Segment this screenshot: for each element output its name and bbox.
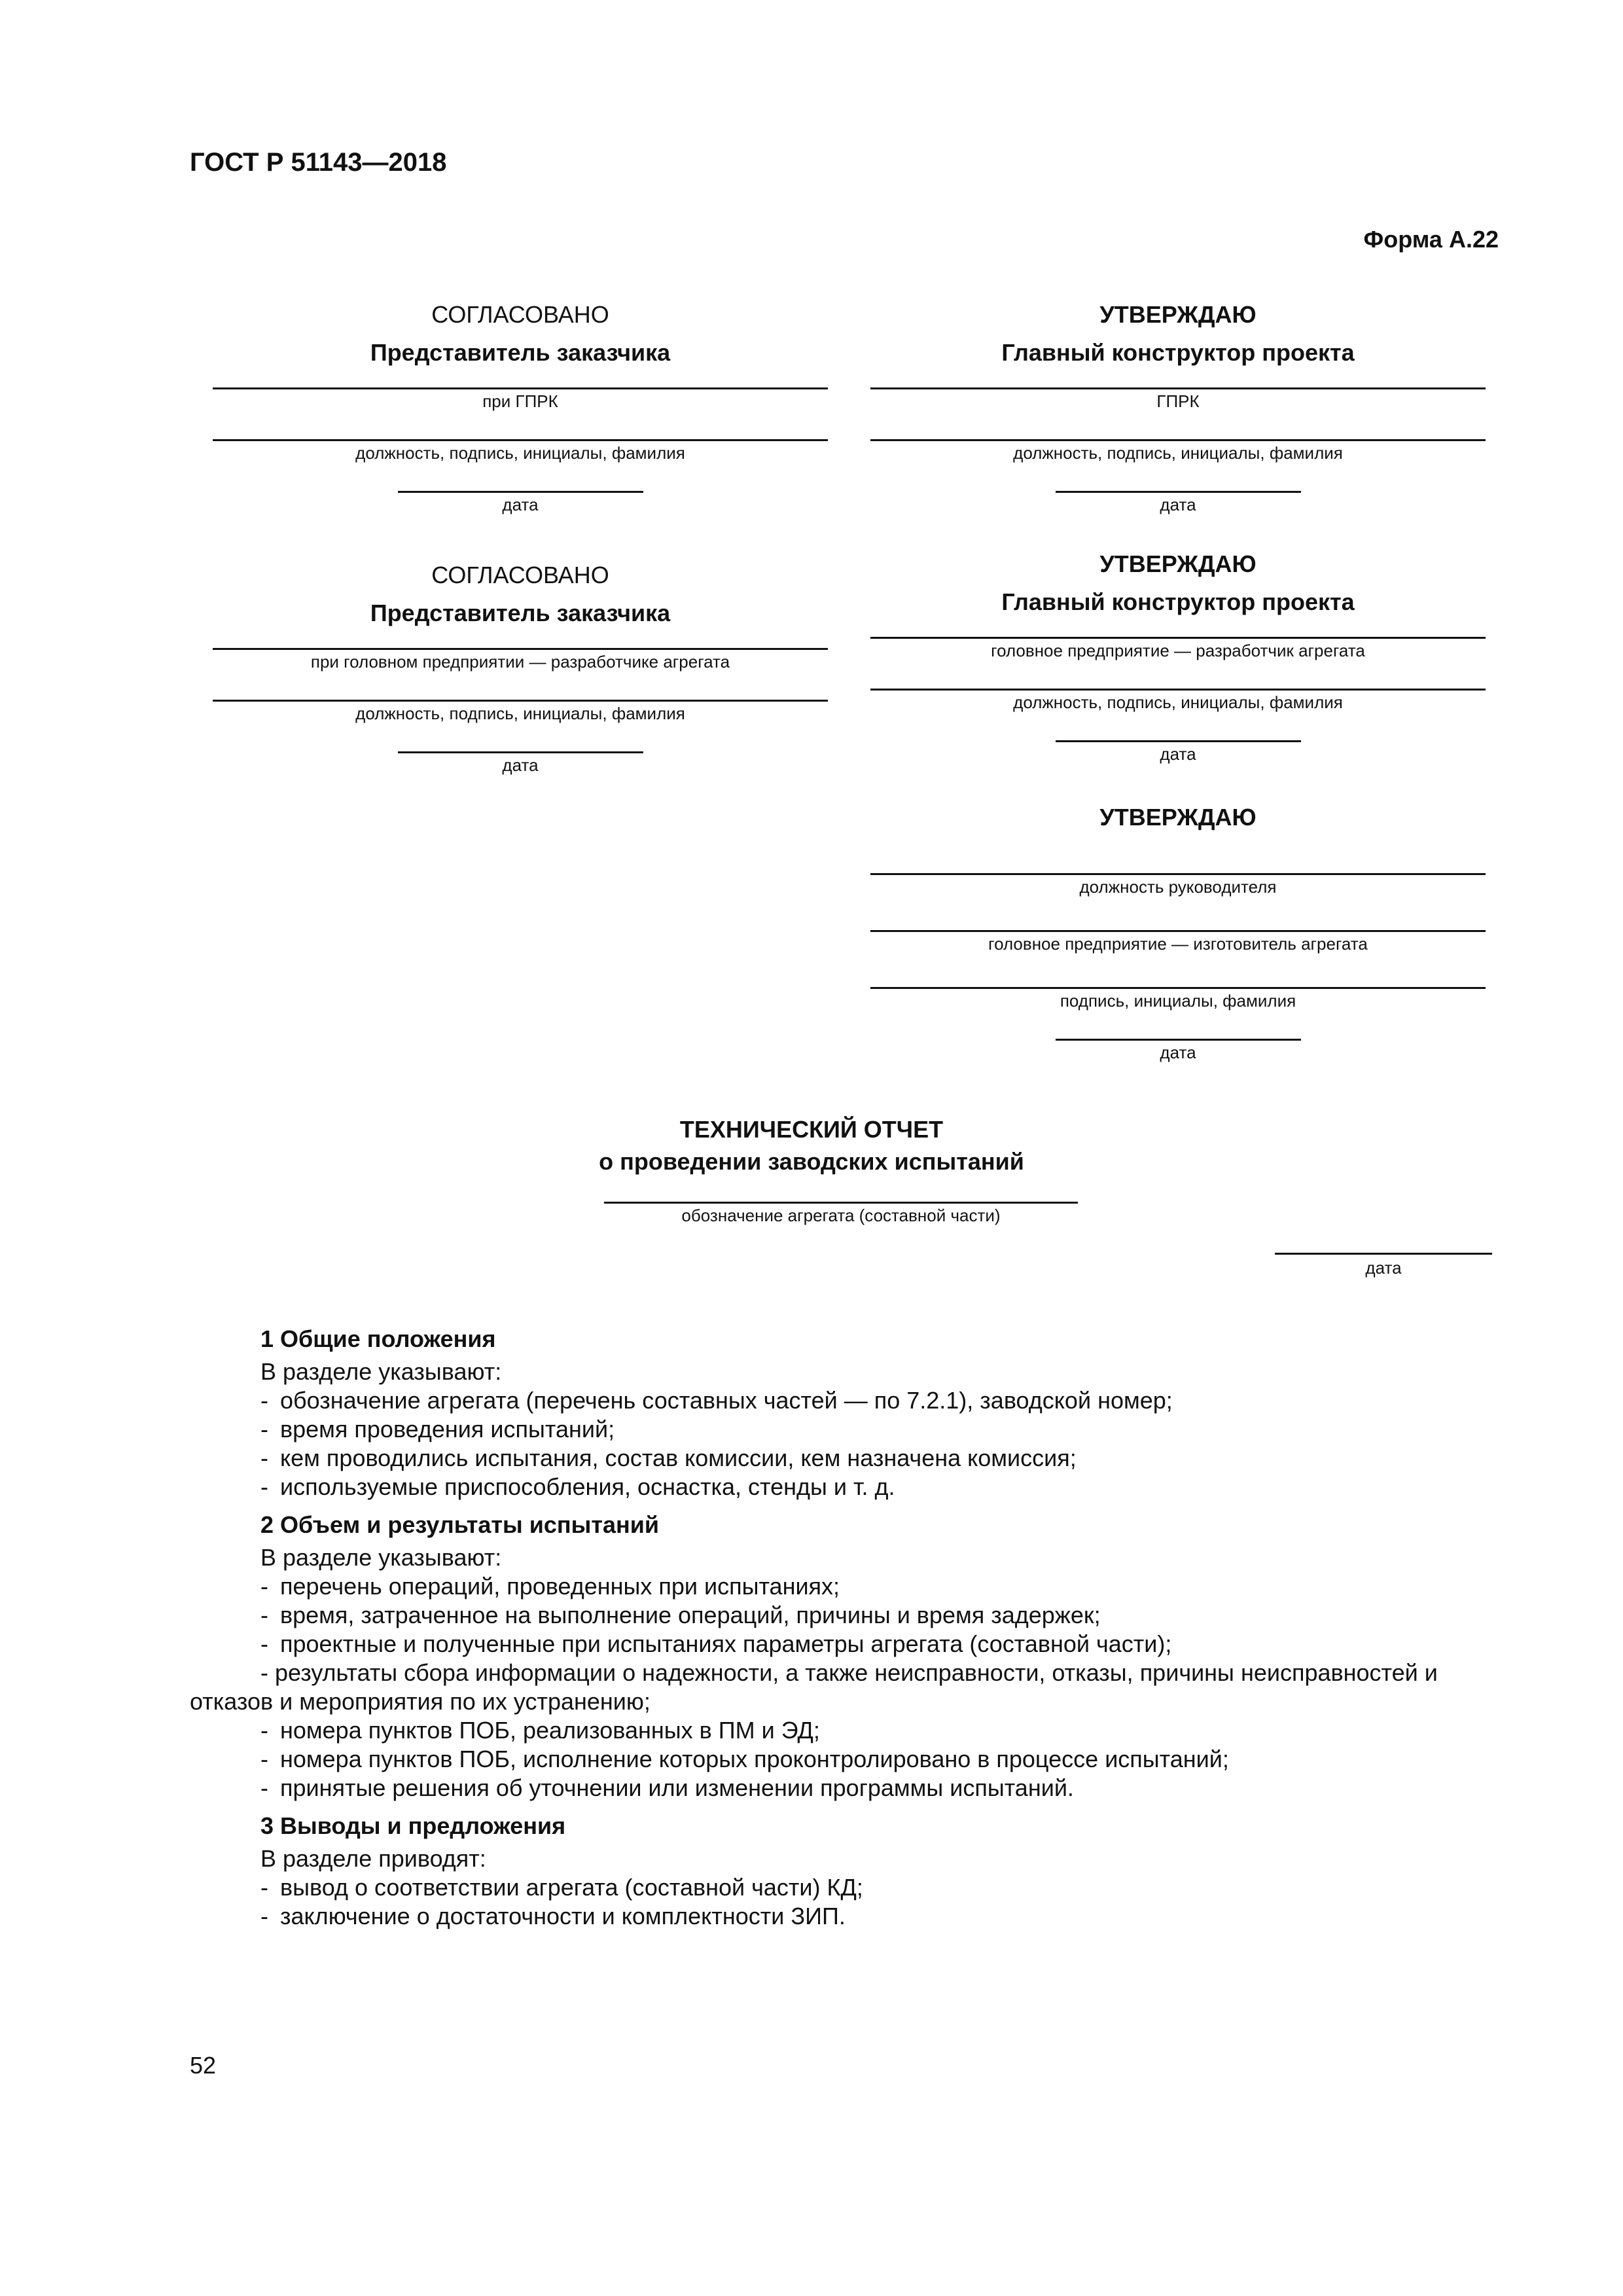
approval-title: СОГЛАСОВАНО xyxy=(431,562,609,588)
approval-block-left-2 xyxy=(213,556,828,777)
approval-block-right-3 xyxy=(870,798,1486,1064)
section-3 xyxy=(190,1812,1492,1931)
section-1 xyxy=(190,1325,1492,1501)
line-caption: головное предприятие — изготовитель агрегата xyxy=(988,934,1368,954)
report-title: ТЕХНИЧЕСКИЙ ОТЧЕТ xyxy=(679,1116,944,1143)
list-item: - заключение о достаточности и комплектности ЗИП. xyxy=(260,1903,846,1929)
approval-title: УТВЕРЖДАЮ xyxy=(1099,301,1257,328)
list-item: - перечень операций, проведенных при испытаниях; xyxy=(260,1573,840,1600)
line-caption: при ГПРК xyxy=(482,391,558,411)
list-item: - вывод о соответствии агрегата (составной части) КД; xyxy=(260,1874,863,1901)
list-item: - время, затраченное на выполнение операций, причины и время задержек; xyxy=(260,1602,1101,1628)
approval-role: Представитель заказчика xyxy=(370,600,671,626)
list-item: - принятые решения об уточнении или изменении программы испытаний. xyxy=(260,1774,1074,1801)
list-item: - кем проводились испытания, состав комиссии, кем назначена комиссия; xyxy=(260,1444,1077,1471)
form-number: Форма А.22 xyxy=(1363,226,1499,253)
section-intro: В разделе приводят: xyxy=(260,1845,486,1872)
section-intro: В разделе указывают: xyxy=(260,1358,502,1385)
section-heading: 2 Объем и результаты испытаний xyxy=(260,1511,660,1538)
list-item: - проектные и полученные при испытаниях параметры агрегата (составной части); xyxy=(260,1630,1172,1657)
list-item-continuation: отказов и мероприятия по их устранению; xyxy=(190,1688,651,1715)
designation-field xyxy=(604,1202,1078,1227)
page-number: 52 xyxy=(190,2052,217,2079)
list-item: - номера пунктов ПОБ, реализованных в ПМ и ЭД; xyxy=(260,1717,820,1744)
line-caption: должность руководителя xyxy=(1079,877,1277,897)
standard-number: ГОСТ Р 51143—2018 xyxy=(190,148,447,177)
approval-title: УТВЕРЖДАЮ xyxy=(1099,804,1257,831)
date-caption: дата xyxy=(1160,495,1196,514)
list-item: - используемые приспособления, оснастка, стенды и т. д. xyxy=(260,1473,895,1500)
line-caption: должность, подпись, инициалы, фамилия xyxy=(355,704,685,723)
date-caption: дата xyxy=(502,495,539,514)
date-caption: дата xyxy=(1365,1258,1402,1278)
approval-block-right-2 xyxy=(870,545,1486,766)
line-caption: должность, подпись, инициалы, фамилия xyxy=(1013,443,1343,463)
list-item: - время проведения испытаний; xyxy=(260,1416,615,1443)
list-item: - результаты сбора информации о надежности, а также неисправности, отказы, причины неисправностей и xyxy=(260,1659,1438,1686)
line-caption: ГПРК xyxy=(1156,391,1200,411)
date-caption: дата xyxy=(1160,744,1196,764)
date-line xyxy=(1275,1253,1492,1255)
approval-role: Главный конструктор проекта xyxy=(1001,588,1355,615)
line-caption: должность, подпись, инициалы, фамилия xyxy=(1013,692,1343,712)
approval-role: Главный конструктор проекта xyxy=(1001,339,1355,366)
designation-caption: обозначение агрегата (составной части) xyxy=(681,1206,1001,1225)
list-item: - номера пунктов ПОБ, исполнение которых проконтролировано в процессе испытаний; xyxy=(260,1746,1229,1772)
report-sections xyxy=(190,1325,1492,1931)
line-caption: головное предприятие — разработчик агрегата xyxy=(991,641,1365,660)
date-caption: дата xyxy=(1160,1043,1196,1062)
section-intro: В разделе указывают: xyxy=(260,1544,502,1571)
approval-block-left-1 xyxy=(213,296,828,516)
approval-block-right-1 xyxy=(870,296,1486,516)
approval-title: СОГЛАСОВАНО xyxy=(431,301,609,328)
list-item: - обозначение агрегата (перечень составных частей — по 7.2.1), заводской номер; xyxy=(260,1387,1173,1414)
date-caption: дата xyxy=(502,755,539,775)
report-date-field xyxy=(1275,1253,1492,1280)
report-subtitle: о проведении заводских испытаний xyxy=(599,1148,1024,1175)
section-heading: 3 Выводы и предложения xyxy=(260,1812,566,1839)
line-caption: при головном предприятии — разработчике агрегата xyxy=(310,652,730,672)
approval-title: УТВЕРЖДАЮ xyxy=(1099,550,1257,577)
section-2 xyxy=(190,1511,1492,1803)
line-caption: должность, подпись, инициалы, фамилия xyxy=(355,443,685,463)
section-heading: 1 Общие положения xyxy=(260,1325,496,1352)
approval-role: Представитель заказчика xyxy=(370,339,671,366)
line-caption: подпись, инициалы, фамилия xyxy=(1060,991,1296,1011)
